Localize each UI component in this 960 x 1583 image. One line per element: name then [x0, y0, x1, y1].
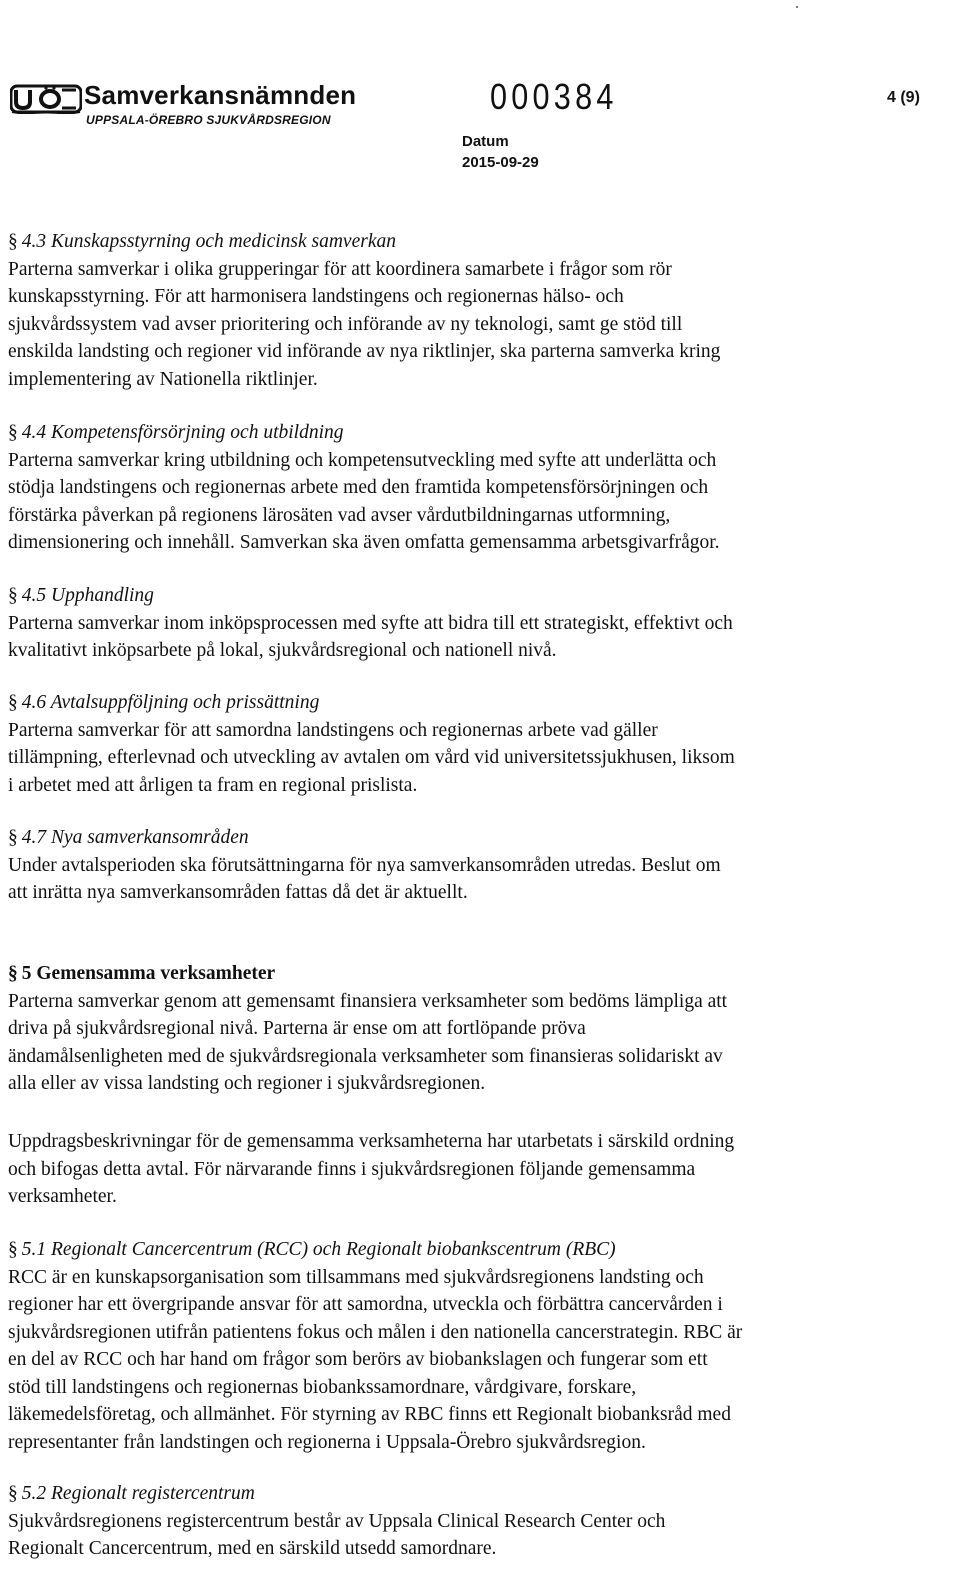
date-label: Datum — [462, 133, 509, 150]
paragraph-line: driva på sjukvårdsregional nivå. Parterna är ense om att fortlöpande pröva — [8, 1018, 586, 1039]
section-title: 5 Gemensamma verksamheter — [21, 963, 276, 984]
org-subtitle: UPPSALA-ÖREBRO SJUKVÅRDSREGION — [86, 113, 331, 127]
section-heading — [8, 1480, 948, 1508]
paragraph-line: kvalitativt inköpsarbete på lokal, sjukvårdsregional och nationell nivå. — [8, 640, 557, 661]
org-name: Samverkansnämnden — [84, 80, 357, 110]
paragraph-line: alla eller av vissa landsting och regioner i sjukvårdsregionen. — [8, 1073, 486, 1094]
paragraph-line: stöd till landstingens och regionernas biobankssamordnare, vårdgivare, forskare, — [8, 1376, 637, 1398]
section-title: 5.1 Regionalt Cancercentrum (RCC) och Regionalt biobankscentrum (RBC) — [21, 1239, 616, 1260]
section-heading — [8, 960, 948, 988]
paragraph-line: kunskapsstyrning. För att harmonisera landstingens och regionernas hälso- och — [8, 286, 624, 307]
paragraph-line: Regionalt Cancercentrum, med en särskild utsedd samordnare. — [8, 1538, 497, 1559]
paragraph-line: dimensionering och innehåll. Samverkan ska även omfatta gemensamma arbetsgivarfrågor. — [8, 532, 720, 553]
paragraph-line: och bifogas detta avtal. För närvarande finns i sjukvårdsregionen följande gemensamma — [8, 1158, 696, 1180]
paragraph-line: Parterna samverkar inom inköpsprocessen med syfte att bidra till ett strategiskt, effektivt och — [8, 612, 733, 634]
paragraph-line: stödja landstingens och regionernas arbete med den framtida kompetensförsörjningen och — [8, 477, 709, 498]
section-title: 4.7 Nya samverkansområden — [21, 827, 249, 848]
paragraph-line: tillämpning, efterlevnad och utveckling av avtalen om vård vid universitetssjukhusen, liksom — [8, 747, 735, 768]
section-heading — [8, 1236, 948, 1264]
paragraph-line: implementering av Nationella riktlinjer. — [8, 368, 318, 390]
section-4-3 — [8, 228, 948, 393]
section-heading — [8, 228, 948, 256]
paragraph-line: en del av RCC och har hand om frågor som berörs av biobankslagen och fungerar som ett — [8, 1349, 708, 1370]
section-sign: § — [8, 422, 18, 443]
section-heading — [8, 582, 948, 610]
section-5-1 — [8, 1236, 948, 1456]
paragraph-line: läkemedelsföretag, och allmänhet. För styrning av RBC finns ett Regionalt biobanksråd med — [8, 1404, 731, 1425]
section-title: 4.3 Kunskapsstyrning och medicinsk samverkan — [21, 231, 396, 252]
section-4-4 — [8, 419, 948, 557]
document-number: 000384 — [490, 76, 618, 117]
section-5 — [8, 960, 948, 1098]
paragraph-line: ändamålsenligheten med de sjukvårdsregionala verksamheter som finansieras solidariskt av — [8, 1045, 723, 1067]
section-4-5 — [8, 582, 948, 665]
paragraph-line: att inrätta nya samverkansområden fattas då det är aktuellt. — [8, 882, 468, 903]
paragraph-line: representanter från landstingen och regionerna i Uppsala-Örebro sjukvårdsregion. — [8, 1431, 646, 1453]
paragraph-line: RCC är en kunskapsorganisation som tillsammans med sjukvårdsregionens landsting och — [8, 1266, 704, 1288]
paragraph-line: Uppdragsbeskrivningar för de gemensamma verksamheterna har utarbetats i särskild ordning — [8, 1131, 735, 1152]
paragraph-line: förstärka påverkan på regionens lärosäten vad avser vårdutbildningarnas utformning, — [8, 504, 671, 526]
section-sign: § — [8, 1483, 18, 1504]
paragraph-uppdragsbeskrivningar — [8, 1128, 948, 1211]
section-4-7 — [8, 824, 948, 907]
paragraph-line: Parterna samverkar kring utbildning och kompetensutveckling med syfte att underlätta och — [8, 449, 717, 471]
section-sign: § — [8, 231, 18, 252]
paragraph-line: sjukvårdsregionen utifrån patientens fokus och målen i den nationella cancerstrategin. RBC är — [8, 1321, 743, 1343]
section-heading — [8, 689, 948, 717]
section-heading — [8, 419, 948, 447]
page-number: 4 (9) — [887, 89, 920, 106]
section-sign: § — [8, 692, 18, 713]
section-4-6 — [8, 689, 948, 799]
section-title: 5.2 Regionalt registercentrum — [21, 1483, 255, 1504]
section-sign: § — [8, 585, 18, 606]
section-sign: § — [8, 963, 18, 984]
paragraph-line: Under avtalsperioden ska förutsättningarna för nya samverkansområden utredas. Beslut om — [8, 854, 721, 876]
section-sign: § — [8, 1239, 18, 1260]
paragraph-line: sjukvårdssystem vad avser prioritering och införande av ny teknologi, samt ge stöd till — [8, 313, 683, 335]
paragraph-line: Parterna samverkar i olika grupperingar för att koordinera samarbete i frågor som rör — [8, 258, 672, 280]
section-title: 4.6 Avtalsuppföljning och prissättning — [21, 692, 320, 713]
paragraph-line: Sjukvårdsregionens registercentrum består av Uppsala Clinical Research Center och — [8, 1510, 666, 1532]
section-heading — [8, 824, 948, 852]
paragraph-line: Parterna samverkar genom att gemensamt finansiera verksamheter som bedöms lämpliga att — [8, 990, 728, 1012]
section-5-2 — [8, 1480, 948, 1563]
paragraph-line: verksamheter. — [8, 1186, 117, 1207]
paragraph-line: regioner har ett övergripande ansvar för att samordna, utveckla och förbättra cancervården i — [8, 1294, 723, 1315]
section-sign: § — [8, 827, 18, 848]
paragraph-line: Parterna samverkar för att samordna landstingens och regionernas arbete vad gäller — [8, 719, 658, 741]
section-title: 4.4 Kompetensförsörjning och utbildning — [21, 422, 344, 443]
paragraph-line: enskilda landsting och regioner vid införande av nya riktlinjer, ska parterna samverka kring — [8, 341, 721, 362]
date-value: 2015-09-29 — [462, 154, 539, 171]
section-title: 4.5 Upphandling — [21, 585, 154, 606]
paragraph-line: i arbetet med att årligen ta fram en regional prislista. — [8, 774, 418, 796]
